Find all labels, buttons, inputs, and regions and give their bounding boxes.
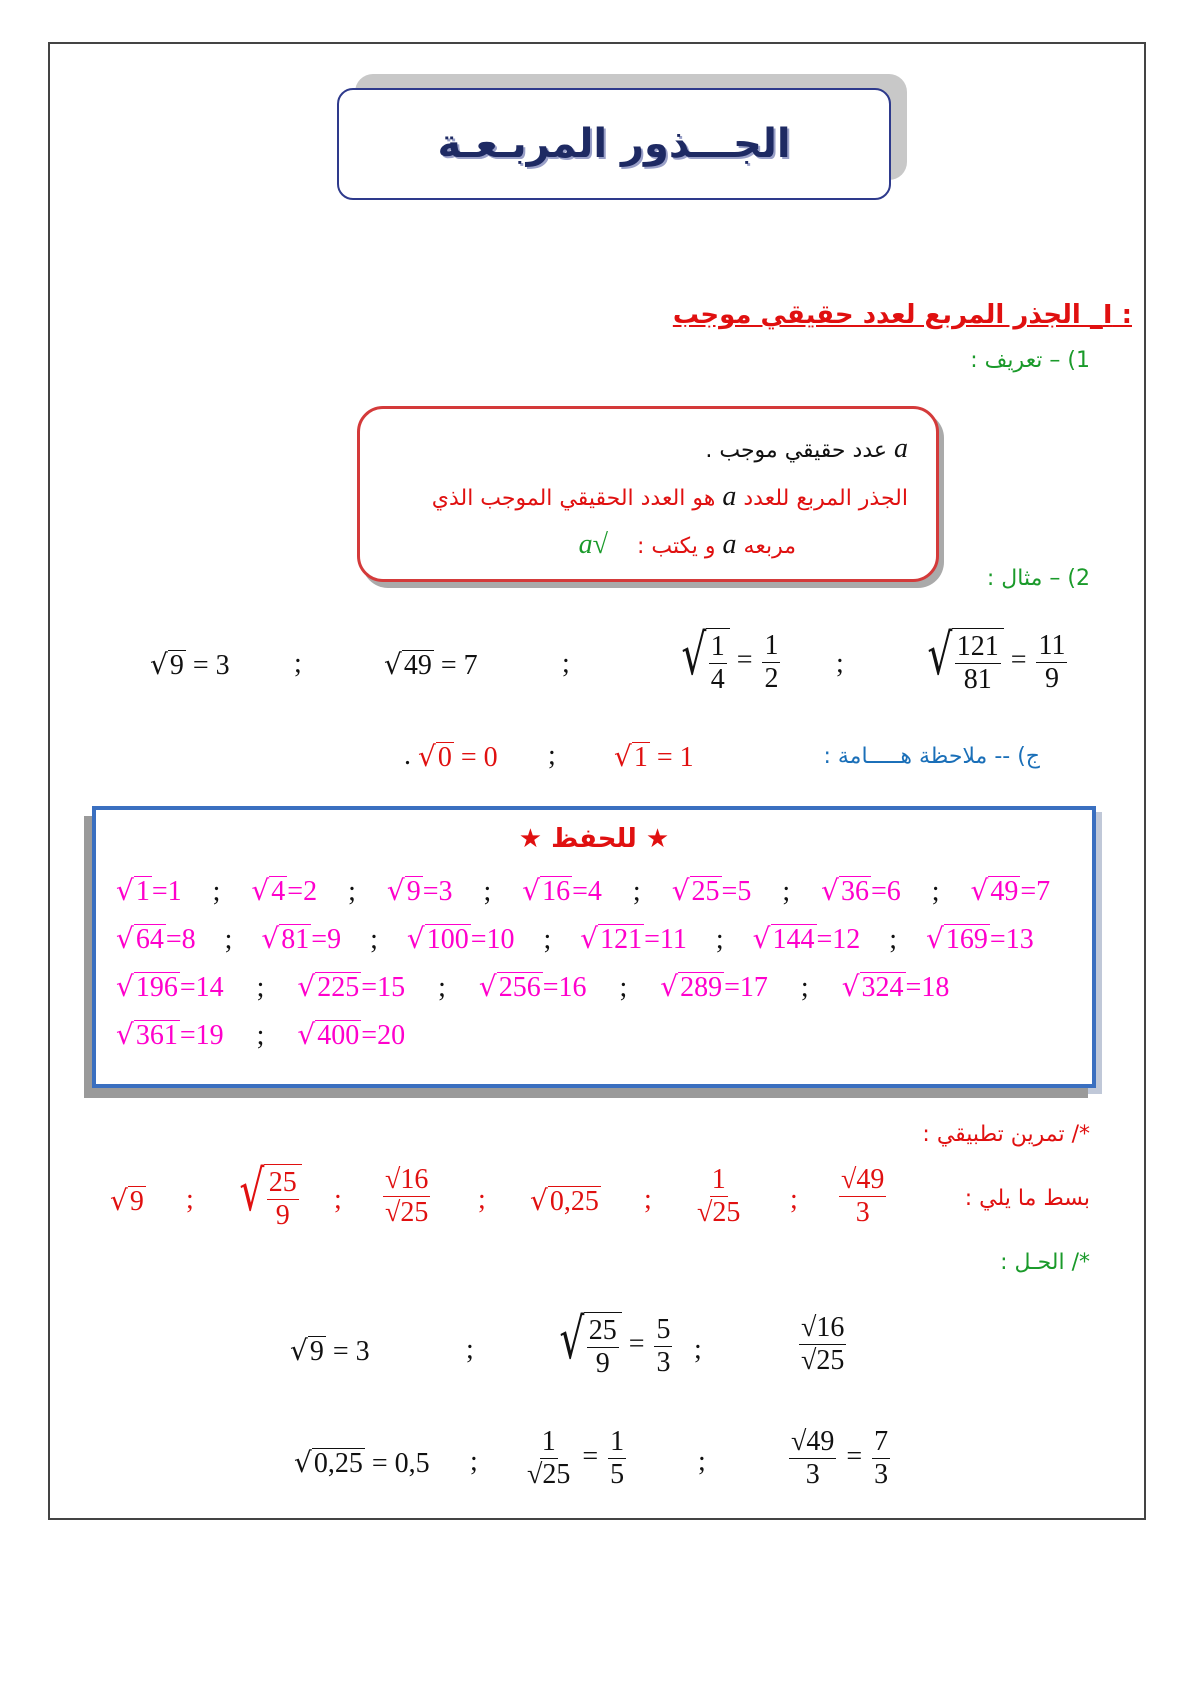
memorize-box: [92, 806, 1096, 1088]
memorize-row-1: √1=1 ; √4=2 ; √9=3 ; √16=4 ; √25=5 ; √36=6 ; √49=7: [116, 874, 1051, 907]
separator: ;: [186, 1184, 194, 1215]
definition-box: [357, 406, 939, 582]
solution-3: $\frac{√16}{√25}$: [801, 1312, 845, 1377]
sqrt-fact: √121=11: [580, 922, 687, 955]
sqrt-fact: √256=16: [478, 970, 587, 1003]
memorize-row-4: √361=19 ; √400=20: [116, 1018, 406, 1051]
sqrt-fact: √169=13: [926, 922, 1034, 955]
exercise-item-6: √9: [110, 1184, 144, 1217]
exercise-item-4: $\frac{√16}{√25}$: [385, 1164, 429, 1229]
definition-line1: [705, 433, 908, 465]
sqrt-fact: √144=12: [752, 922, 861, 955]
separator: ;: [466, 1334, 474, 1365]
sqrt-fact: √81=9: [261, 922, 342, 955]
exercise-item-2: $\frac{1}{√25}$: [697, 1164, 741, 1229]
exercise-heading: */ تمرين تطبيقي :: [922, 1122, 1090, 1147]
separator: ;: [790, 1184, 798, 1215]
separator: ;: [548, 740, 556, 771]
definition-text3b: و يكتب :: [636, 534, 716, 559]
definition-text3a: مربعه: [743, 534, 796, 559]
definition-text2a: الجذر المربع للعدد: [743, 486, 908, 511]
solution-1: √9 = 3: [290, 1334, 370, 1367]
section-title: : I_ الجذر المربع لعدد حقيقي موجب: [672, 300, 1132, 330]
example-sqrt9: √9 = 3: [150, 648, 230, 681]
sqrt-fact: √400=20: [297, 1018, 406, 1051]
sqrt-a-symbol: √a: [578, 529, 608, 560]
example-sqrt-quarter: √ $\frac{1}{4}$ = $\frac{1}{2}$: [681, 623, 779, 696]
title-box: [337, 88, 891, 200]
sqrt-fact: √16=4: [522, 874, 602, 907]
definition-line2: [432, 481, 908, 513]
sqrt-fact: √64=8: [116, 922, 196, 955]
sqrt-fact: √49=7: [970, 874, 1051, 907]
sqrt-fact: √289=17: [660, 970, 768, 1003]
exercise-item-3: √0,25: [530, 1184, 599, 1217]
separator: ;: [694, 1334, 702, 1365]
var-a: a: [722, 481, 737, 512]
sqrt-fact: √25=5: [671, 874, 752, 907]
note-sqrt0: √0 = 0: [418, 740, 498, 773]
sqrt-fact: √100=10: [406, 922, 515, 955]
definition-heading: 1) – تعريف :: [970, 348, 1090, 373]
sqrt-fact: √1=1: [116, 874, 182, 907]
sqrt-fact: √36=6: [821, 874, 901, 907]
solution-5: $\frac{1}{√25}$ = $\frac{1}{5}$: [527, 1426, 625, 1491]
definition-text1: عدد حقيقي موجب .: [705, 438, 887, 463]
exercise-item-1: $\frac{√49}{3}$: [841, 1164, 885, 1229]
note-label: ج) -- ملاحظة هـــــامة :: [823, 744, 1040, 769]
sqrt-fact: √196=14: [116, 970, 224, 1003]
example-sqrt49: √49 = 7: [384, 648, 478, 681]
memorize-row-3: √196=14 ; √225=15 ; √256=16 ; √289=17 ; √324=18: [116, 970, 950, 1003]
example-sqrt-121-81: √ $\frac{121}{81}$ = $\frac{11}{9}$: [927, 623, 1066, 696]
separator: ;: [698, 1446, 706, 1477]
var-a: a: [894, 433, 908, 464]
separator: ;: [294, 648, 302, 679]
example-heading: 2) – مثال :: [986, 566, 1090, 591]
separator: ;: [334, 1184, 342, 1215]
exercise-instruction: بسط ما يلي :: [964, 1186, 1090, 1211]
memorize-title: ★ للحفظ ★: [518, 824, 670, 854]
definition-text2b: هو العدد الحقيقي الموجب الذي: [431, 486, 716, 511]
page-frame: [48, 42, 1146, 1520]
solution-2: √ $\frac{25}{9}$ = $\frac{5}{3}$: [559, 1307, 671, 1380]
var-a: a: [722, 529, 737, 560]
separator: ;: [836, 648, 844, 679]
exercise-item-5: √ $\frac{25}{9}$: [234, 1164, 302, 1232]
separator: ;: [478, 1184, 486, 1215]
sqrt-fact: √4=2: [251, 874, 318, 907]
solution-heading: */ الحـل :: [1000, 1250, 1090, 1275]
page-title: الجـــذور المربـعـة: [437, 121, 791, 167]
separator: ;: [470, 1446, 478, 1477]
separator: ;: [562, 648, 570, 679]
note-end: .: [404, 740, 411, 771]
separator: ;: [644, 1184, 652, 1215]
sqrt-fact: √361=19: [116, 1018, 224, 1051]
sqrt-fact: √9=3: [386, 874, 453, 907]
sqrt-fact: √225=15: [297, 970, 406, 1003]
sqrt-fact: √324=18: [841, 970, 950, 1003]
note-sqrt1: √1 = 1: [614, 740, 694, 773]
definition-line3: [579, 529, 796, 561]
memorize-row-2: √64=8 ; √81=9 ; √100=10 ; √121=11 ; √144=12 ; √169=13: [116, 922, 1034, 955]
solution-4: √0,25 = 0,5: [294, 1446, 430, 1479]
solution-6: $\frac{√49}{3}$ = $\frac{7}{3}$: [791, 1426, 889, 1491]
